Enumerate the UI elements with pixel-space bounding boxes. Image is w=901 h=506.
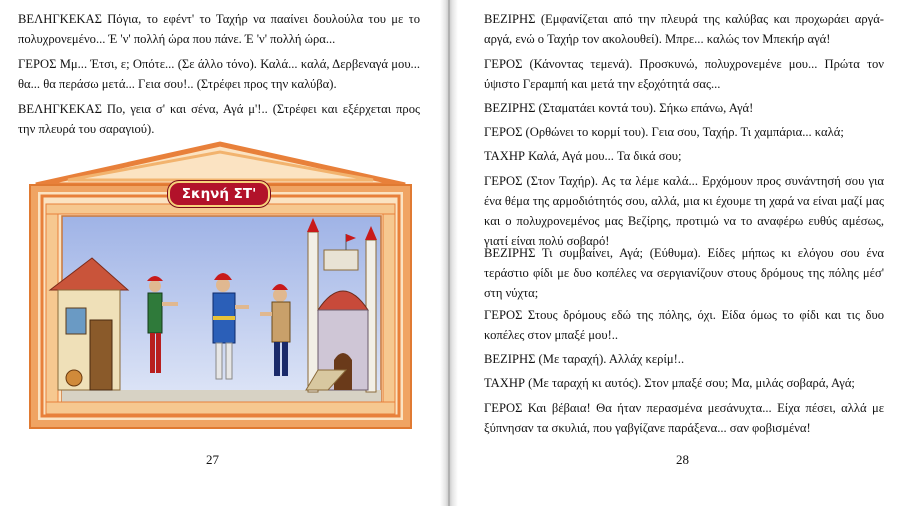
dialogue-paragraph: ΤΑΧΗΡ (Με ταραχή κι αυτός). Στον μπαξέ σου; Μα, μιλάς σοβαρά, Αγά; xyxy=(484,376,855,390)
dialogue-paragraph: ΓΕΡΟΣ Στους δρόμους εδώ της πόλης, όχι. Είδα όμως το φίδι και τις δυο κοπέλες στον μπαξέ μου!.. xyxy=(484,308,884,342)
dialogue-paragraph: ΓΕΡΟΣ (Κάνοντας τεμενά). Προσκυνώ, πολυχρονεμένε μου... Πρώτα τον ύψιστο Γεραμπή και μετά την εξοχότητά σας... xyxy=(484,57,884,91)
page-number: 27 xyxy=(206,452,219,467)
scene-label-badge: Σκηνή ΣΤ' xyxy=(168,181,270,207)
left-page xyxy=(0,0,440,506)
puppet-theatre-illustration xyxy=(28,140,413,430)
book-gutter xyxy=(440,0,458,506)
dialogue-paragraph: ΒΕΖΙΡΗΣ (Με ταραχή). Αλλάχ κερίμ!.. xyxy=(484,352,685,366)
dialogue-paragraph: ΓΕΡΟΣ (Ορθώνει το κορμί του). Γεια σου, Ταχήρ. Τι χαμπάρια... καλά; xyxy=(484,125,844,139)
dialogue-paragraph: ΤΑΧΗΡ Καλά, Αγά μου... Τα δικά σου; xyxy=(484,149,682,163)
dialogue-paragraph: ΒΕΛΗΓΚΕΚΑΣ Πο, γεια σ' και σένα, Αγά μ'!.. (Στρέφει και εξέρχεται προς την πλευρά του σαραγιού). xyxy=(18,102,420,136)
dialogue-paragraph: ΒΕΖΙΡΗΣ (Σταματάει κοντά του). Σήκω επάνω, Αγά! xyxy=(484,101,754,115)
dialogue-paragraph: ΓΕΡΟΣ Μμ... Έτσι, ε; Οπότε... (Σε άλλο τόνο). Καλά... καλά, Δερβεναγά μου... θα... θα περάσω μετά... Γεια σου!.. (Στρέφει προς την καλύβα). xyxy=(18,57,420,91)
dialogue-paragraph: ΓΕΡΟΣ (Στον Ταχήρ). Ας τα λέμε καλά... Ερχόμουν προς συνάντησή σου για ένα θέμα της αρμοδιότητός σου, αλλά, μια κι έχουμε τη χαρά να είναι μαζί μας και ο πολυχρονεμένος μας Βεζίρης, προτιμώ να το αναφέρω ευθύς αμέσως, γιατί είναι πολύ σοβαρό! xyxy=(484,174,884,248)
dialogue-paragraph: ΒΕΖΙΡΗΣ Τι συμβαίνει, Αγά; (Εύθυμα). Είδες μήπως κι ελόγου σου ένα τεράστιο φίδι με δυο κοπέλες να σεργιανίζουν στους δρόμους της πόλης μέσ' στη νύχτα; xyxy=(484,246,884,300)
dialogue-paragraph: ΒΕΖΙΡΗΣ (Εμφανίζεται από την πλευρά της καλύβας και προχωράει αργά-αργά, ενώ ο Ταχήρ τον ακολουθεί). Μπρε... καλώς τον Μπεκήρ αγά! xyxy=(484,12,884,46)
dialogue-paragraph: ΒΕΛΗΓΚΕΚΑΣ Πόγια, το εφέντ' το Ταχήρ να πααίνει δουλούλα του με το πολυχρονεμένο... Έ 'ν' πολλή ώρα που πάνε. Έ 'ν' πολλή ώρα... xyxy=(18,12,420,46)
dialogue-paragraph: ΓΕΡΟΣ Και βέβαια! Θα ήταν περασμένα μεσάνυχτα... Είχα πέσει, αλλά με ξύπνησαν τα σκυλιά, που γαβγίζανε παράξενα... σαν φοβισμένα! xyxy=(484,401,884,435)
page-number: 28 xyxy=(676,452,689,467)
right-page xyxy=(458,0,901,506)
